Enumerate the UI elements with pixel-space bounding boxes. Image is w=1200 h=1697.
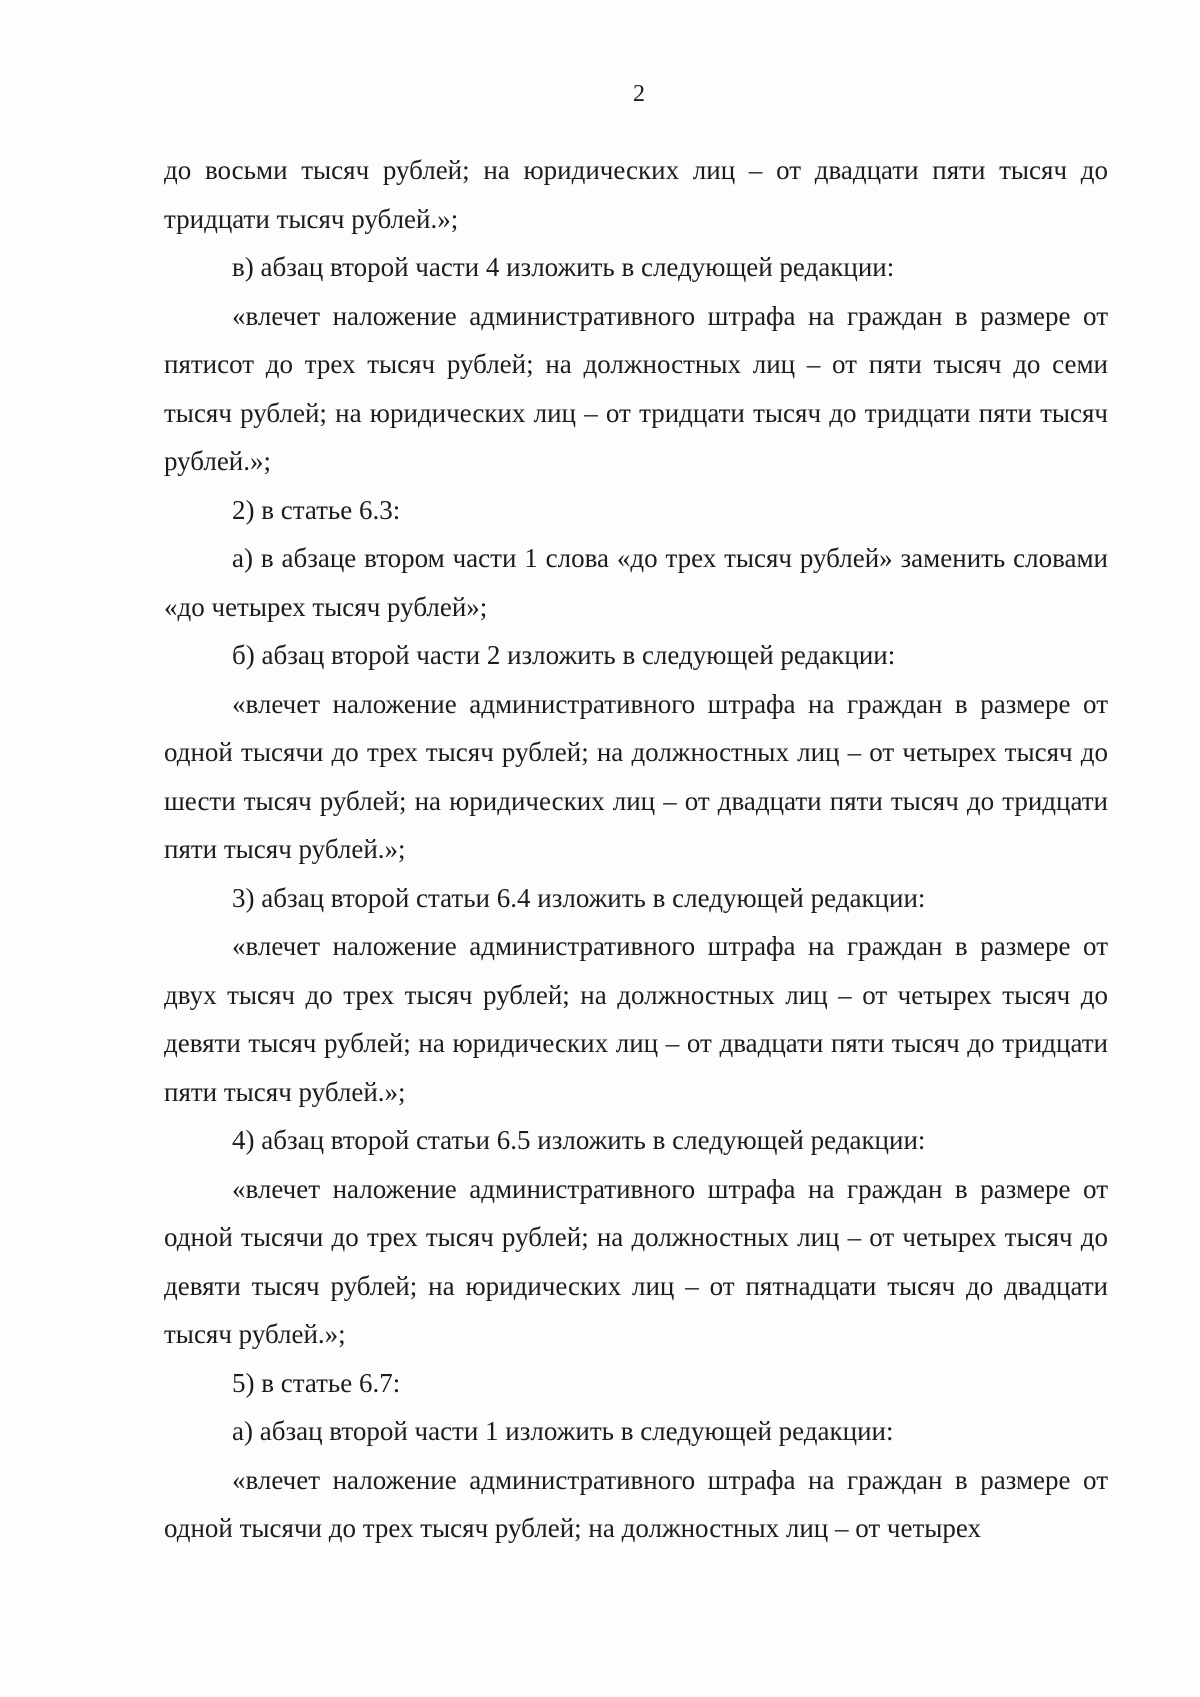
paragraph-quote: «влечет наложение административного штрафа на граждан в размере от двух тысяч до трех тысяч рублей; на должностных лиц – от четырех тысяч до девяти тысяч рублей; на юридических лиц – от двадцати пяти тысяч до тридцати пяти тысяч рублей.»; (164, 931, 1108, 1107)
paragraph-item-4: 4) абзац второй статьи 6.5 изложить в следующей редакции: (232, 1125, 926, 1155)
paragraph-item-v: в) абзац второй части 4 изложить в следующей редакции: (232, 252, 895, 282)
page-number: 2 (633, 81, 645, 107)
paragraph-item-a: а) в абзаце втором части 1 слова «до трех тысяч рублей» заменить словами «до четырех тысяч рублей»; (164, 543, 1108, 622)
paragraph-item-b: б) абзац второй части 2 изложить в следующей редакции: (232, 640, 896, 670)
paragraph-quote: «влечет наложение административного штрафа на граждан в размере от одной тысячи до трех тысяч рублей; на должностных лиц – от четырех тысяч до шести тысяч рублей; на юридических лиц – от двадцати пяти тысяч до тридцати пяти тысяч рублей.»; (164, 688, 1108, 864)
paragraph-item-3: 3) абзац второй статьи 6.4 изложить в следующей редакции: (232, 882, 926, 913)
paragraph-item-2: 2) в статье 6.3: (232, 494, 401, 525)
paragraph-quote: «влечет наложение административного штрафа на граждан в размере от пятисот до трех тысяч рублей; на должностных лиц – от пяти тысяч до семи тысяч рублей; на юридических лиц – от тридцати тысяч до тридцати пяти тысяч рублей.»; (164, 300, 1108, 476)
paragraph-continuation: до восьми тысяч рублей; на юридических лиц – от двадцати пяти тысяч до тридцати тысяч рублей.»; (164, 155, 1108, 234)
paragraph-item-a: а) абзац второй части 1 изложить в следующей редакции: (232, 1416, 894, 1446)
paragraph-item-5: 5) в статье 6.7: (232, 1367, 401, 1398)
paragraph-quote: «влечет наложение административного штрафа на граждан в размере от одной тысячи до трех тысяч рублей; на должностных лиц – от четырех (164, 1464, 1108, 1543)
paragraph-quote: «влечет наложение административного штрафа на граждан в размере от одной тысячи до трех тысяч рублей; на должностных лиц – от четырех тысяч до девяти тысяч рублей; на юридических лиц – от пятнадцати тысяч до двадцати тысяч рублей.»; (164, 1173, 1108, 1349)
document-body (164, 146, 1108, 1553)
